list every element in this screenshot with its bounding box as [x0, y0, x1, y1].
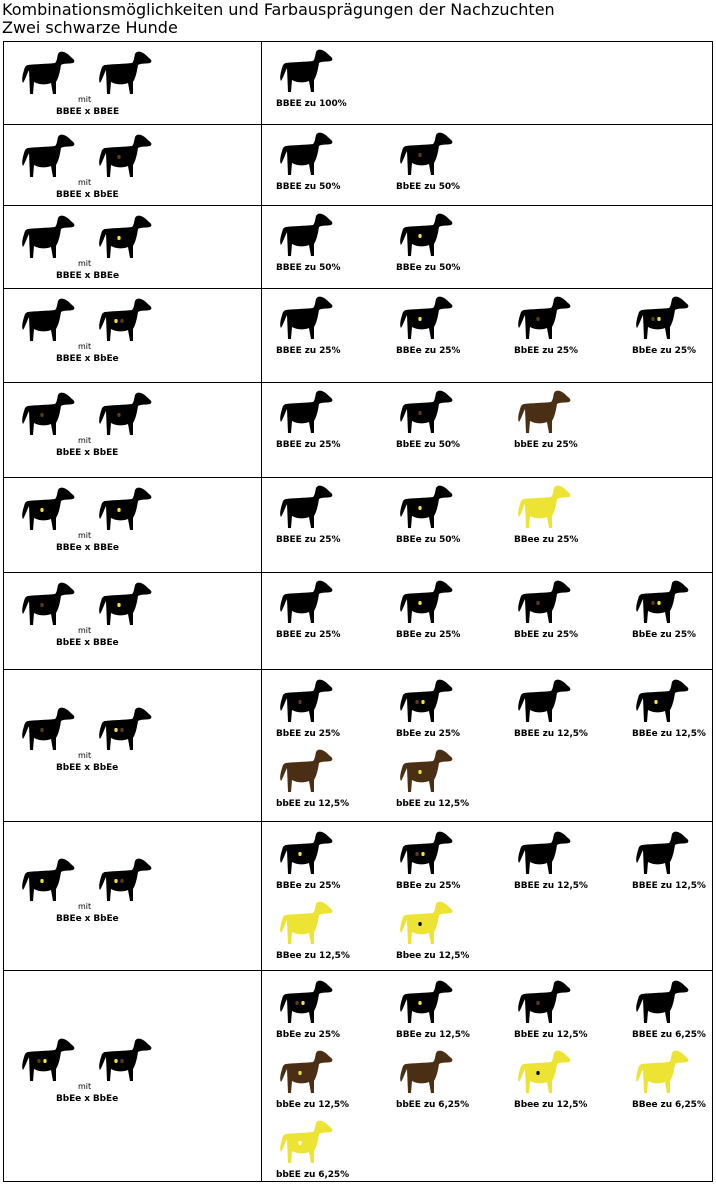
- parents-genotype-label: BBEE x BbEe: [56, 354, 119, 364]
- offspring-dog: [396, 294, 454, 344]
- gene-marker-yellow: [117, 603, 120, 607]
- parent-dog-2: [95, 580, 153, 630]
- dog-silhouette: [518, 832, 570, 874]
- dog-silhouette: [518, 486, 570, 528]
- offspring-dog: [396, 829, 454, 879]
- offspring-dog: [632, 578, 690, 628]
- row-divider: [3, 970, 712, 971]
- parent-dog-2: [95, 856, 153, 906]
- offspring-genotype-label: BBEe zu 12,5%: [632, 729, 706, 739]
- offspring-genotype-label: Bbee zu 12,5%: [514, 1100, 588, 1110]
- dog-silhouette: [280, 50, 332, 92]
- offspring-dog: [396, 677, 454, 727]
- gene-marker-yellow: [418, 770, 421, 774]
- offspring-genotype-label: BBEE zu 12,5%: [514, 729, 588, 739]
- gene-marker-yellow: [43, 1059, 46, 1063]
- offspring-genotype-label: BBEe zu 25%: [396, 346, 461, 356]
- dog-silhouette: [280, 486, 332, 528]
- offspring-dog: [276, 677, 334, 727]
- offspring-dog: [632, 294, 690, 344]
- offspring-genotype-label: BbEE zu 25%: [514, 630, 578, 640]
- offspring-dog: [396, 388, 454, 438]
- gene-marker-brown: [40, 603, 43, 607]
- offspring-dog: [514, 1048, 572, 1098]
- offspring-genotype-label: bbEE zu 12,5%: [276, 799, 350, 809]
- parents-genotype-label: BBEE x BBEE: [56, 107, 120, 117]
- gene-marker-brown: [418, 153, 421, 157]
- parent-dog-1: [18, 705, 76, 755]
- dog-silhouette: [280, 297, 332, 339]
- offspring-dog: [276, 1048, 334, 1098]
- offspring-genotype-label: BbEE zu 25%: [276, 729, 340, 739]
- offspring-genotype-label: bbEE zu 12,5%: [396, 799, 470, 809]
- gene-marker-brown: [536, 601, 539, 605]
- parent-dog-2: [95, 705, 153, 755]
- offspring-dog: [276, 578, 334, 628]
- offspring-genotype-label: BBee zu 6,25%: [632, 1100, 706, 1110]
- parents-genotype-label: BBEe x BbEe: [56, 914, 119, 924]
- offspring-dog: [396, 578, 454, 628]
- dog-silhouette: [22, 393, 74, 435]
- offspring-genotype-label: BbEe zu 25%: [276, 1030, 340, 1040]
- connector-mit: mit: [78, 178, 92, 187]
- offspring-dog: [632, 1048, 690, 1098]
- offspring-genotype-label: BbEE zu 25%: [514, 346, 578, 356]
- offspring-genotype-label: BBee zu 12,5%: [276, 951, 350, 961]
- offspring-dog: [276, 829, 334, 879]
- dog-silhouette: [280, 1051, 332, 1093]
- offspring-dog: [396, 211, 454, 261]
- gene-marker-brown: [298, 700, 301, 704]
- offspring-genotype-label: bbEE zu 25%: [514, 440, 578, 450]
- parent-dog-2: [95, 296, 153, 346]
- gene-marker-brown: [40, 728, 43, 732]
- gene-marker-brown: [651, 317, 654, 321]
- offspring-genotype-label: BBEE zu 6,25%: [632, 1030, 706, 1040]
- dog-silhouette: [280, 133, 332, 175]
- offspring-genotype-label: BBee zu 25%: [514, 535, 579, 545]
- gene-marker-yellow: [418, 317, 421, 321]
- dog-silhouette: [400, 1051, 452, 1093]
- parent-dog-1: [18, 49, 76, 99]
- parent-dog-1: [18, 580, 76, 630]
- offspring-dog: [396, 483, 454, 533]
- offspring-dog: [514, 978, 572, 1028]
- gene-marker-yellow: [40, 879, 43, 883]
- offspring-genotype-label: BBEE zu 100%: [276, 99, 347, 109]
- dog-silhouette: [280, 391, 332, 433]
- parent-dog-1: [18, 1036, 76, 1086]
- gene-marker-yellow: [114, 879, 117, 883]
- offspring-genotype-label: BbEe zu 25%: [632, 346, 696, 356]
- column-divider: [261, 41, 262, 1181]
- offspring-genotype-label: BbEe zu 25%: [632, 630, 696, 640]
- gene-marker-yellow: [418, 1001, 421, 1005]
- parent-dog-2: [95, 390, 153, 440]
- connector-mit: mit: [78, 436, 92, 445]
- dog-silhouette: [22, 1039, 74, 1081]
- offspring-genotype-label: BBEE zu 50%: [276, 263, 341, 273]
- gene-marker-yellow: [40, 508, 43, 512]
- dog-silhouette: [636, 297, 688, 339]
- offspring-dog: [514, 677, 572, 727]
- dog-silhouette: [22, 859, 74, 901]
- gene-marker-yellow: [117, 508, 120, 512]
- gene-marker-yellow: [298, 852, 301, 856]
- offspring-dog: [514, 578, 572, 628]
- dog-silhouette: [22, 488, 74, 530]
- dog-silhouette: [636, 581, 688, 623]
- dog-silhouette: [99, 299, 151, 341]
- offspring-dog: [276, 294, 334, 344]
- offspring-genotype-label: BbEE zu 50%: [396, 182, 460, 192]
- dog-silhouette: [636, 1051, 688, 1093]
- offspring-dog: [276, 483, 334, 533]
- dog-silhouette: [99, 488, 151, 530]
- offspring-dog: [632, 978, 690, 1028]
- offspring-genotype-label: BBEE zu 50%: [276, 182, 341, 192]
- offspring-dog: [514, 829, 572, 879]
- dog-silhouette: [99, 52, 151, 94]
- offspring-genotype-label: BBEe zu 25%: [396, 881, 461, 891]
- dog-silhouette: [22, 216, 74, 258]
- dog-silhouette: [518, 680, 570, 722]
- offspring-dog: [514, 388, 572, 438]
- dog-silhouette: [400, 680, 452, 722]
- dog-silhouette: [400, 981, 452, 1023]
- dog-silhouette: [518, 1051, 570, 1093]
- offspring-genotype-label: BBEe zu 12,5%: [396, 1030, 470, 1040]
- dog-silhouette: [400, 297, 452, 339]
- dog-silhouette: [22, 299, 74, 341]
- connector-mit: mit: [78, 626, 92, 635]
- offspring-genotype-label: bbEE zu 6,25%: [396, 1100, 470, 1110]
- offspring-genotype-label: BBEe zu 25%: [396, 630, 461, 640]
- offspring-genotype-label: BBEE zu 25%: [276, 630, 341, 640]
- connector-mit: mit: [78, 95, 92, 104]
- gene-marker-brown: [117, 155, 120, 159]
- offspring-genotype-label: BBEE zu 12,5%: [632, 881, 706, 891]
- connector-mit: mit: [78, 259, 92, 268]
- gene-marker-brown: [120, 319, 123, 323]
- dog-silhouette: [99, 859, 151, 901]
- gene-marker-yellow: [114, 1059, 117, 1063]
- offspring-dog: [276, 747, 334, 797]
- gene-marker-yellow: [418, 506, 421, 510]
- offspring-genotype-label: BBEe zu 50%: [396, 263, 461, 273]
- parent-dog-2: [95, 485, 153, 535]
- gene-marker-yellow: [421, 852, 424, 856]
- offspring-genotype-label: Bbee zu 12,5%: [396, 951, 470, 961]
- row-divider: [3, 205, 712, 206]
- row-divider: [3, 821, 712, 822]
- parent-dog-1: [18, 213, 76, 263]
- offspring-genotype-label: BBEe zu 50%: [396, 535, 461, 545]
- gene-marker-brown: [117, 413, 120, 417]
- dog-silhouette: [400, 581, 452, 623]
- parent-dog-1: [18, 296, 76, 346]
- row-divider: [3, 382, 712, 383]
- dog-silhouette: [400, 832, 452, 874]
- gene-marker-yellow: [421, 700, 424, 704]
- offspring-dog: [514, 483, 572, 533]
- parent-dog-1: [18, 485, 76, 535]
- offspring-dog: [632, 677, 690, 727]
- offspring-genotype-label: BBEE zu 25%: [276, 440, 341, 450]
- dog-silhouette: [636, 981, 688, 1023]
- gene-marker-black: [536, 1071, 539, 1075]
- parents-genotype-label: BBEE x BBEe: [56, 271, 119, 281]
- connector-mit: mit: [78, 531, 92, 540]
- parents-genotype-label: BbEE x BbEe: [56, 763, 119, 773]
- gene-marker-yellow: [654, 700, 657, 704]
- offspring-dog: [276, 130, 334, 180]
- gene-marker-yellow: [418, 601, 421, 605]
- dog-silhouette: [636, 832, 688, 874]
- dog-silhouette: [280, 680, 332, 722]
- connector-mit: mit: [78, 1082, 92, 1091]
- row-divider: [3, 572, 712, 573]
- parent-dog-2: [95, 132, 153, 182]
- gene-marker-yellow: [301, 1001, 304, 1005]
- dog-silhouette: [22, 708, 74, 750]
- parents-genotype-label: BBEe x BBEe: [56, 543, 119, 553]
- offspring-genotype-label: BBEE zu 25%: [276, 535, 341, 545]
- offspring-dog: [276, 388, 334, 438]
- row-divider: [3, 124, 712, 125]
- gene-marker-white: [298, 1141, 301, 1145]
- offspring-genotype-label: BbEE zu 12,5%: [514, 1030, 588, 1040]
- dog-silhouette: [99, 583, 151, 625]
- gene-marker-yellow: [117, 236, 120, 240]
- offspring-genotype-label: bbEE zu 6,25%: [276, 1170, 350, 1180]
- dog-silhouette: [518, 581, 570, 623]
- gene-marker-yellow: [657, 317, 660, 321]
- parent-dog-2: [95, 1036, 153, 1086]
- offspring-genotype-label: BBEe zu 25%: [276, 881, 341, 891]
- connector-mit: mit: [78, 751, 92, 760]
- dog-silhouette: [280, 902, 332, 944]
- dog-silhouette: [518, 391, 570, 433]
- dog-silhouette: [636, 680, 688, 722]
- offspring-genotype-label: BBEE zu 12,5%: [514, 881, 588, 891]
- dog-silhouette: [280, 981, 332, 1023]
- gene-marker-brown: [40, 413, 43, 417]
- gene-marker-yellow: [114, 728, 117, 732]
- page-title: Kombinationsmöglichkeiten und Farbausprägungen der Nachzuchten: [2, 0, 555, 19]
- parents-genotype-label: BbEe x BbEe: [56, 1094, 119, 1104]
- parent-dog-2: [95, 49, 153, 99]
- row-divider: [3, 288, 712, 289]
- dog-silhouette: [400, 750, 452, 792]
- offspring-dog: [396, 747, 454, 797]
- parents-genotype-label: BbEE x BBEe: [56, 638, 119, 648]
- gene-marker-brown: [295, 1001, 298, 1005]
- dog-silhouette: [99, 216, 151, 258]
- offspring-dog: [632, 829, 690, 879]
- parent-dog-2: [95, 213, 153, 263]
- dog-silhouette: [400, 902, 452, 944]
- row-divider: [3, 669, 712, 670]
- gene-marker-yellow: [114, 319, 117, 323]
- dog-silhouette: [99, 1039, 151, 1081]
- dog-silhouette: [400, 133, 452, 175]
- gene-marker-black: [418, 922, 421, 926]
- offspring-genotype-label: BbEe zu 25%: [396, 729, 460, 739]
- dog-silhouette: [22, 135, 74, 177]
- dog-silhouette: [400, 214, 452, 256]
- dog-silhouette: [99, 135, 151, 177]
- connector-mit: mit: [78, 342, 92, 351]
- offspring-dog: [276, 899, 334, 949]
- offspring-genotype-label: bbEe zu 12,5%: [276, 1100, 349, 1110]
- dog-silhouette: [280, 750, 332, 792]
- offspring-dog: [396, 1048, 454, 1098]
- offspring-genotype-label: BBEE zu 25%: [276, 346, 341, 356]
- gene-marker-brown: [120, 728, 123, 732]
- offspring-dog: [396, 978, 454, 1028]
- dog-silhouette: [280, 214, 332, 256]
- dog-silhouette: [518, 297, 570, 339]
- row-divider: [3, 477, 712, 478]
- parent-dog-1: [18, 856, 76, 906]
- dog-silhouette: [400, 391, 452, 433]
- gene-marker-brown: [37, 1059, 40, 1063]
- offspring-dog: [396, 899, 454, 949]
- offspring-dog: [514, 294, 572, 344]
- gene-marker-brown: [651, 601, 654, 605]
- dog-silhouette: [22, 583, 74, 625]
- offspring-dog: [276, 211, 334, 261]
- dog-silhouette: [99, 393, 151, 435]
- gene-marker-brown: [120, 879, 123, 883]
- gene-marker-yellow: [418, 234, 421, 238]
- offspring-dog: [276, 1118, 334, 1168]
- gene-marker-brown: [415, 700, 418, 704]
- gene-marker-yellow: [657, 601, 660, 605]
- page-subtitle: Zwei schwarze Hunde: [2, 18, 178, 37]
- offspring-dog: [276, 978, 334, 1028]
- parent-dog-1: [18, 390, 76, 440]
- offspring-dog: [276, 47, 334, 97]
- offspring-dog: [396, 130, 454, 180]
- dog-silhouette: [280, 1121, 332, 1163]
- offspring-genotype-label: BbEE zu 50%: [396, 440, 460, 450]
- parent-dog-1: [18, 132, 76, 182]
- dog-silhouette: [280, 581, 332, 623]
- connector-mit: mit: [78, 902, 92, 911]
- gene-marker-brown: [120, 1059, 123, 1063]
- parents-genotype-label: BBEE x BbEE: [56, 190, 119, 200]
- gene-marker-brown: [536, 1001, 539, 1005]
- dog-silhouette: [280, 832, 332, 874]
- dog-silhouette: [22, 52, 74, 94]
- gene-marker-brown: [536, 317, 539, 321]
- dog-silhouette: [400, 486, 452, 528]
- dog-silhouette: [99, 708, 151, 750]
- gene-marker-yellow: [298, 1071, 301, 1075]
- dog-silhouette: [518, 981, 570, 1023]
- parents-genotype-label: BbEE x BbEE: [56, 448, 119, 458]
- gene-marker-brown: [418, 411, 421, 415]
- gene-marker-brown: [415, 852, 418, 856]
